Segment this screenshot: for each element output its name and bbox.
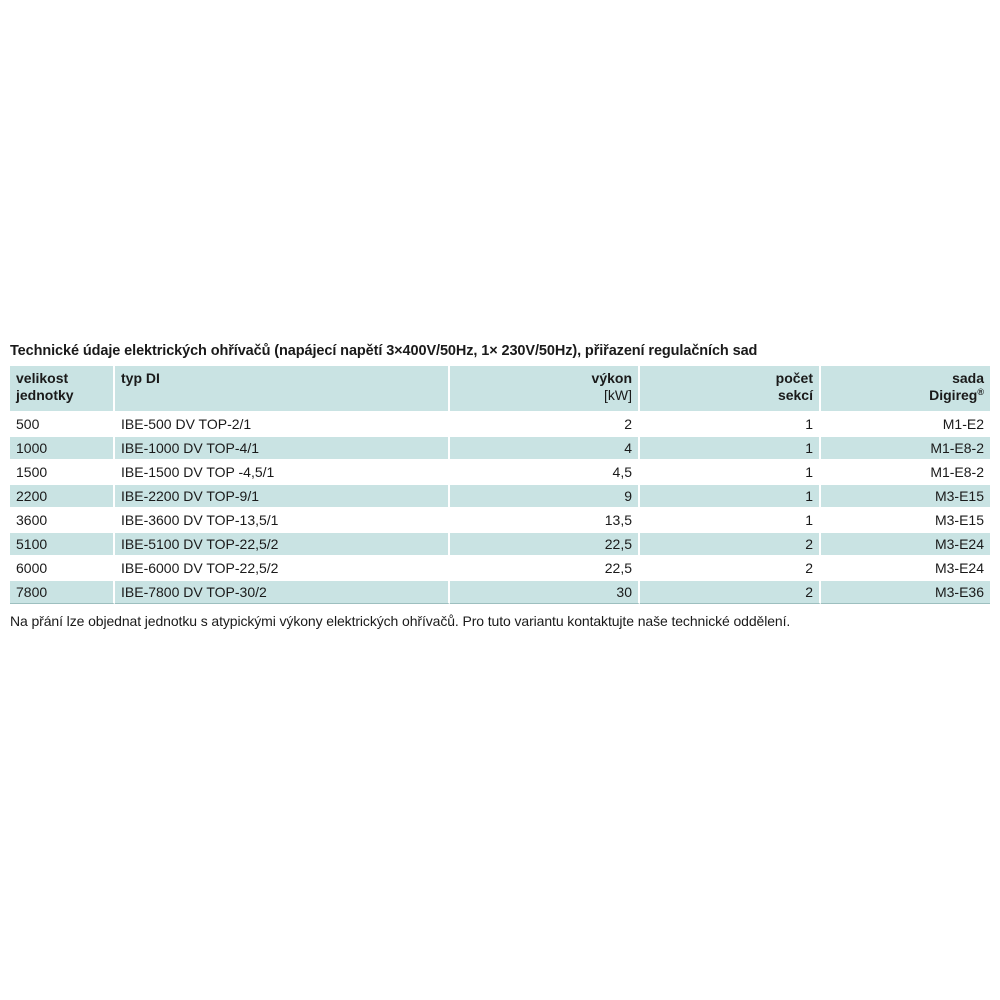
cell-sections: 1 — [640, 435, 821, 459]
cell-unit-size: 1000 — [10, 435, 115, 459]
cell-control-set: M3-E15 — [821, 483, 990, 507]
cell-unit-size: 5100 — [10, 531, 115, 555]
header-power — [450, 366, 640, 411]
cell-control-set: M1-E8-2 — [821, 459, 990, 483]
cell-power: 13,5 — [450, 507, 640, 531]
cell-unit-size: 6000 — [10, 555, 115, 579]
cell-power: 2 — [450, 411, 640, 435]
header-sections-line1: počet — [775, 370, 813, 386]
cell-sections: 1 — [640, 459, 821, 483]
header-unit-size — [10, 366, 115, 411]
footnote: Na přání lze objednat jednotku s atypickými výkony elektrických ohřívačů. Pro tuto variantu kontaktujte naše technické oddělení. — [10, 613, 791, 629]
cell-power: 22,5 — [450, 555, 640, 579]
header-type-label: typ DI — [121, 370, 160, 386]
cell-control-set: M1-E8-2 — [821, 435, 990, 459]
cell-control-set: M3-E24 — [821, 531, 990, 555]
cell-sections: 1 — [640, 411, 821, 435]
cell-power: 30 — [450, 579, 640, 604]
cell-sections: 2 — [640, 531, 821, 555]
document — [10, 343, 990, 629]
cell-unit-size: 1500 — [10, 459, 115, 483]
cell-unit-size: 500 — [10, 411, 115, 435]
cell-type: IBE-7800 DV TOP-30/2 — [115, 579, 450, 604]
header-unit-size-line2: jednotky — [16, 387, 74, 403]
header-control-set-line1: sada — [952, 370, 984, 386]
header-control-set — [821, 366, 990, 411]
cell-sections: 1 — [640, 483, 821, 507]
cell-type: IBE-6000 DV TOP-22,5/2 — [115, 555, 450, 579]
header-unit-size-line1: velikost — [16, 370, 69, 386]
table-header-row — [10, 366, 990, 411]
cell-unit-size: 2200 — [10, 483, 115, 507]
cell-type: IBE-1000 DV TOP-4/1 — [115, 435, 450, 459]
table-row — [10, 459, 990, 483]
heater-spec-table — [10, 366, 990, 604]
table-row — [10, 435, 990, 459]
cell-power: 9 — [450, 483, 640, 507]
table-title: Technické údaje elektrických ohřívačů (napájecí napětí 3×400V/50Hz, 1× 230V/50Hz), přiřazení regulačních sad — [10, 343, 758, 359]
cell-power: 22,5 — [450, 531, 640, 555]
table-row — [10, 507, 990, 531]
cell-type: IBE-3600 DV TOP-13,5/1 — [115, 507, 450, 531]
table-row — [10, 483, 990, 507]
cell-power: 4 — [450, 435, 640, 459]
cell-type: IBE-5100 DV TOP-22,5/2 — [115, 531, 450, 555]
cell-unit-size: 3600 — [10, 507, 115, 531]
header-sections — [640, 366, 821, 411]
table-row — [10, 555, 990, 579]
cell-type: IBE-500 DV TOP-2/1 — [115, 411, 450, 435]
cell-control-set: M3-E24 — [821, 555, 990, 579]
cell-control-set: M1-E2 — [821, 411, 990, 435]
cell-unit-size: 7800 — [10, 579, 115, 604]
cell-control-set: M3-E36 — [821, 579, 990, 604]
cell-sections: 2 — [640, 555, 821, 579]
cell-sections: 2 — [640, 579, 821, 604]
table-row — [10, 579, 990, 604]
header-power-label: výkon — [591, 370, 632, 386]
header-control-set-line2: Digireg — [929, 387, 978, 403]
registered-mark: ® — [977, 387, 984, 397]
table-row — [10, 531, 990, 555]
cell-type: IBE-2200 DV TOP-9/1 — [115, 483, 450, 507]
cell-sections: 1 — [640, 507, 821, 531]
cell-type: IBE-1500 DV TOP -4,5/1 — [115, 459, 450, 483]
header-power-unit: [kW] — [604, 387, 632, 403]
cell-control-set: M3-E15 — [821, 507, 990, 531]
header-type — [115, 366, 450, 411]
table-row — [10, 411, 990, 435]
cell-power: 4,5 — [450, 459, 640, 483]
header-sections-line2: sekcí — [777, 387, 813, 403]
